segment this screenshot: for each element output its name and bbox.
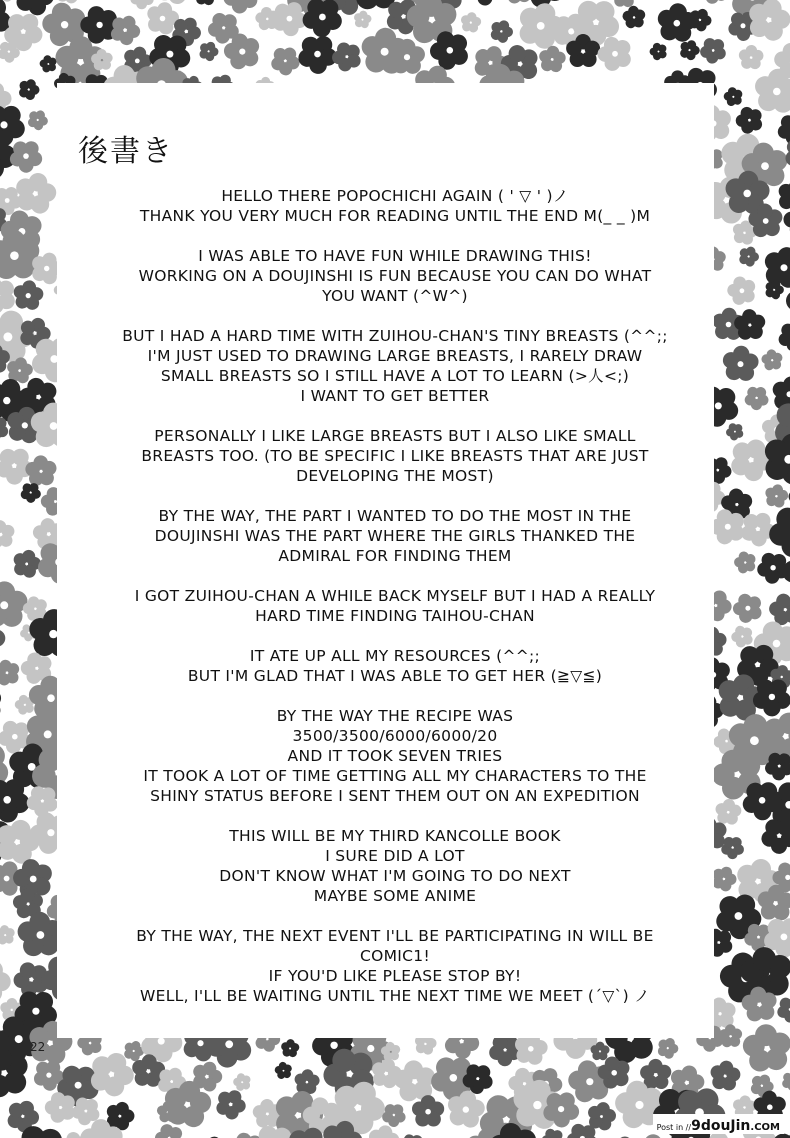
- flower-center-icon: [37, 931, 45, 939]
- paragraph: [80, 706, 710, 806]
- text-line: I GOT ZUIHOU-CHAN A WHILE BACK MYSELF BUT I HAD A REALLY: [134, 587, 656, 605]
- flower-center-icon: [23, 153, 29, 159]
- flower-icon: [459, 11, 482, 34]
- flower-icon: [0, 678, 10, 728]
- flower-center-icon: [367, 1045, 374, 1052]
- flower-center-icon: [447, 47, 454, 54]
- text-line: BUT I HAD A HARD TIME WITH ZUIHOU-CHAN'S TINY BREASTS (^^;;: [122, 327, 668, 345]
- flower-icon: [397, 1129, 430, 1138]
- paragraph: [80, 186, 710, 226]
- flower-center-icon: [239, 49, 245, 55]
- flower-center-icon: [773, 640, 781, 648]
- flower-center-icon: [763, 218, 769, 224]
- flower-icon: [90, 0, 130, 5]
- paragraph: [80, 506, 710, 566]
- flower-center-icon: [450, 1074, 458, 1082]
- flower-center-icon: [586, 1078, 593, 1085]
- text-line: BY THE WAY THE RECIPE WAS: [276, 707, 514, 725]
- flower-icon: [759, 346, 786, 374]
- flower-center-icon: [15, 1035, 23, 1043]
- flower-icon: [647, 39, 671, 63]
- afterword-body: [80, 186, 710, 1026]
- flower-icon: [150, 0, 198, 7]
- paragraph: [80, 646, 710, 686]
- flower-center-icon: [735, 912, 743, 920]
- flower-center-icon: [32, 1008, 39, 1015]
- flower-center-icon: [715, 402, 722, 409]
- text-line: IT ATE UP ALL MY RESOURCES (^^;;: [249, 647, 541, 665]
- flower-icon: [280, 1038, 300, 1057]
- flower-center-icon: [0, 601, 8, 609]
- flower-center-icon: [533, 1101, 541, 1109]
- text-line: I WANT TO GET BETTER: [300, 387, 490, 405]
- flower-center-icon: [5, 198, 10, 203]
- flower-center-icon: [463, 1106, 469, 1112]
- text-line: BREASTS TOO. (TO BE SPECIFIC I LIKE BREASTS THAT ARE JUST: [141, 447, 649, 465]
- flower-center-icon: [4, 876, 10, 882]
- flower-icon: [773, 108, 790, 149]
- flower-center-icon: [738, 361, 744, 367]
- flower-center-icon: [745, 606, 750, 611]
- flower-icon: [0, 922, 18, 948]
- flower-center-icon: [761, 162, 769, 170]
- flower-center-icon: [61, 21, 68, 28]
- flower-center-icon: [773, 88, 781, 96]
- flower-center-icon: [287, 16, 293, 22]
- flower-icon: [731, 547, 761, 577]
- text-line: DEVELOPING THE MOST): [296, 467, 494, 485]
- flower-icon: [753, 66, 790, 114]
- flower-center-icon: [225, 1040, 233, 1048]
- flower-center-icon: [0, 121, 7, 128]
- flower-icon: [0, 516, 20, 553]
- flower-icon: [198, 1130, 240, 1138]
- flower-icon: [538, 44, 567, 73]
- flower-center-icon: [750, 736, 759, 745]
- flower-icon: [620, 2, 649, 32]
- flower-center-icon: [197, 1040, 203, 1046]
- flower-center-icon: [3, 397, 10, 404]
- text-line: ADMIRAL FOR FINDING THEM: [278, 547, 512, 565]
- flower-center-icon: [726, 322, 732, 328]
- flower-icon: [696, 32, 732, 68]
- text-line: SHINY STATUS BEFORE I SENT THEM OUT ON AN EXPEDITION: [150, 787, 640, 805]
- text-line: 3500/3500/6000/6000/20: [292, 727, 498, 745]
- paragraph: [80, 426, 710, 486]
- flower-center-icon: [781, 264, 788, 271]
- flower-icon: [721, 84, 746, 110]
- flower-center-icon: [319, 14, 326, 21]
- paragraph: [80, 826, 710, 906]
- flower-center-icon: [44, 730, 52, 738]
- text-line: COMIC1!: [360, 947, 430, 965]
- flower-center-icon: [47, 694, 55, 702]
- flower-center-icon: [759, 797, 766, 804]
- flower-icon: [10, 546, 44, 579]
- flower-center-icon: [330, 1042, 337, 1049]
- text-line: MAYBE SOME ANIME: [313, 887, 477, 905]
- text-line: HARD TIME FINDING TAIHOU-CHAN: [255, 607, 535, 625]
- flower-center-icon: [96, 22, 102, 28]
- flower-icon: [741, 381, 774, 414]
- flower-icon: [487, 16, 516, 45]
- text-line: HELLO THERE POPOCHICHI AGAIN ( ' ▽ ' )ノ: [221, 187, 569, 205]
- flower-center-icon: [767, 1104, 773, 1110]
- flower-center-icon: [612, 51, 618, 57]
- flower-icon: [211, 1084, 250, 1123]
- flower-icon: [763, 482, 790, 509]
- flower-center-icon: [158, 1038, 165, 1045]
- text-line: IF YOU'D LIKE PLEASE STOP BY!: [268, 967, 522, 985]
- text-line: I WAS ABLE TO HAVE FUN WHILE DRAWING THIS!: [198, 247, 592, 265]
- paragraph: [80, 926, 710, 1006]
- flower-center-icon: [537, 22, 545, 30]
- flower-icon: [738, 45, 763, 70]
- flower-icon: [0, 655, 25, 690]
- flower-center-icon: [12, 734, 18, 740]
- text-line: DON'T KNOW WHAT I'M GOING TO DO NEXT: [219, 867, 571, 885]
- flower-center-icon: [47, 829, 54, 836]
- flower-center-icon: [769, 694, 775, 700]
- page-number: 22: [30, 1040, 46, 1054]
- flower-center-icon: [725, 524, 731, 530]
- flower-center-icon: [558, 1106, 564, 1112]
- paragraph: [80, 326, 710, 406]
- flower-icon: [654, 1034, 681, 1061]
- text-line: DOUJINSHI WAS THE PART WHERE THE GIRLS THANKED THE: [154, 527, 636, 545]
- flower-center-icon: [10, 251, 19, 260]
- site-watermark: [653, 1114, 784, 1134]
- flower-icon: [779, 1068, 790, 1093]
- flower-icon: [16, 76, 43, 103]
- flower-center-icon: [781, 934, 788, 941]
- flower-icon: [193, 0, 217, 6]
- flower-icon: [714, 798, 742, 826]
- flower-icon: [273, 1059, 296, 1082]
- flower-icon: [327, 36, 367, 76]
- paragraph: [80, 246, 710, 306]
- text-line: AND IT TOOK SEVEN TRIES: [287, 747, 503, 765]
- flower-center-icon: [425, 1109, 431, 1115]
- flower-center-icon: [3, 796, 11, 804]
- text-line: BY THE WAY, THE NEXT EVENT I'LL BE PARTICIPATING IN WILL BE: [136, 927, 654, 945]
- flower-icon: [293, 1068, 320, 1095]
- flower-center-icon: [528, 1046, 534, 1052]
- flower-center-icon: [635, 1101, 643, 1109]
- flower-center-icon: [160, 16, 166, 22]
- text-line: WORKING ON A DOUJINSHI IS FUN BECAUSE YOU CAN DO WHAT: [138, 267, 652, 285]
- flower-center-icon: [743, 190, 751, 198]
- flower-center-icon: [381, 48, 389, 56]
- flower-icon: [774, 316, 790, 355]
- text-line: WELL, I'LL BE WAITING UNTIL THE NEXT TIME WE MEET (´▽`) ノ: [140, 987, 650, 1005]
- flower-icon: [728, 621, 758, 651]
- text-line: THANK YOU VERY MUCH FOR READING UNTIL THE END M(_ _ )M: [139, 207, 651, 225]
- flower-center-icon: [741, 23, 746, 28]
- flower-center-icon: [166, 51, 173, 58]
- flower-center-icon: [404, 54, 410, 60]
- watermark-tld: .COM: [750, 1122, 780, 1133]
- flower-icon: [463, 0, 507, 10]
- flower-icon: [708, 1059, 742, 1092]
- flower-center-icon: [135, 59, 140, 64]
- paragraph: [80, 586, 710, 626]
- flower-center-icon: [770, 565, 775, 570]
- text-line: YOU WANT (^W^): [322, 287, 468, 305]
- flower-icon: [696, 0, 735, 9]
- text-line: IT TOOK A LOT OF TIME GETTING ALL MY CHARACTERS TO THE: [143, 767, 647, 785]
- text-line: SMALL BREASTS SO I STILL HAVE A LOT TO LEARN (>人<;): [160, 367, 630, 385]
- watermark-prefix: Post in //: [656, 1123, 692, 1132]
- page-title: 後書き: [78, 134, 174, 169]
- flower-center-icon: [44, 266, 49, 271]
- flower-center-icon: [674, 20, 681, 27]
- flower-center-icon: [611, 1070, 617, 1076]
- text-line: BUT I'M GLAD THAT I WAS ABLE TO GET HER (≧▽≦): [187, 667, 603, 685]
- flower-icon: [736, 243, 762, 268]
- flower-center-icon: [30, 876, 37, 883]
- flower-center-icon: [3, 332, 12, 341]
- flower-center-icon: [22, 422, 28, 428]
- flower-center-icon: [75, 1082, 82, 1089]
- text-line: BY THE WAY, THE PART I WANTED TO DO THE MOST IN THE: [158, 507, 632, 525]
- flower-center-icon: [740, 288, 745, 293]
- flower-center-icon: [26, 293, 31, 298]
- text-line: I SURE DID A LOT: [325, 847, 465, 865]
- flower-icon: [196, 38, 221, 63]
- watermark-site: 9douJin: [691, 1118, 751, 1134]
- flower-icon: [723, 419, 747, 443]
- flower-icon: [25, 106, 52, 133]
- text-line: I'M JUST USED TO DRAWING LARGE BREASTS, I RARELY DRAW: [147, 347, 643, 365]
- text-line: PERSONALLY I LIKE LARGE BREASTS BUT I ALSO LIKE SMALL: [154, 427, 636, 445]
- flower-icon: [738, 1017, 790, 1079]
- flower-icon: [11, 169, 59, 217]
- flower-center-icon: [46, 1073, 51, 1078]
- flower-center-icon: [314, 51, 321, 58]
- text-line: THIS WILL BE MY THIRD KANCOLLE BOOK: [229, 827, 561, 845]
